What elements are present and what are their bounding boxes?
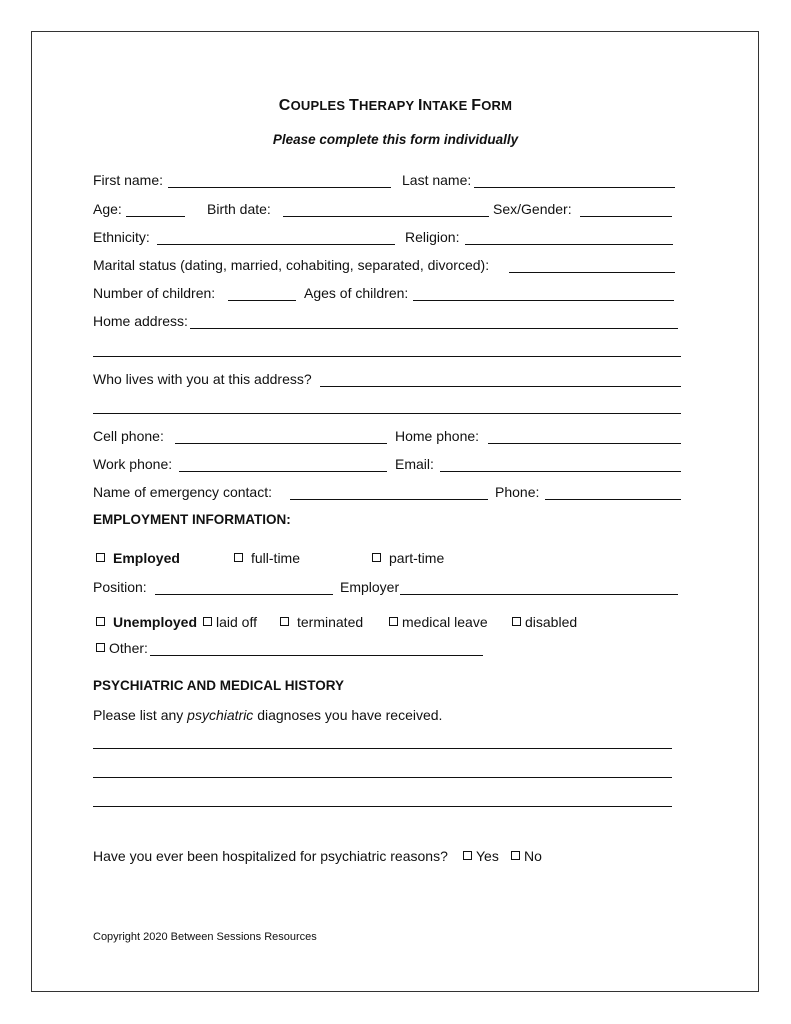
birth-date-field[interactable] <box>283 216 489 217</box>
diagnoses-line-1[interactable] <box>93 748 672 749</box>
part-time-option[interactable]: part-time <box>372 548 444 568</box>
age-field[interactable] <box>126 216 185 217</box>
row-marital <box>93 255 681 275</box>
other-field[interactable] <box>150 655 483 656</box>
sex-gender-field[interactable] <box>580 216 672 217</box>
who-lives-field[interactable] <box>320 386 681 387</box>
emergency-phone-field[interactable] <box>545 499 681 500</box>
diagnoses-prompt: Please list any psychiatric diagnoses you have received. <box>93 707 443 723</box>
position-field[interactable] <box>155 594 333 595</box>
first-name-field[interactable] <box>168 187 391 188</box>
row-age <box>93 199 681 219</box>
employer-label: Employer <box>340 579 400 595</box>
sex-gender-label: Sex/Gender: <box>493 201 572 217</box>
laid-off-option[interactable]: laid off <box>203 612 257 632</box>
form-subtitle: Please complete this form individually <box>272 132 519 147</box>
employed-option[interactable]: Employed <box>96 548 180 568</box>
row-who-lives <box>93 369 681 389</box>
checkbox-icon[interactable] <box>389 617 398 626</box>
row-phones <box>93 426 681 446</box>
home-phone-field[interactable] <box>488 443 681 444</box>
no-option[interactable]: No <box>511 846 542 866</box>
row-address <box>93 311 681 331</box>
email-field[interactable] <box>440 471 681 472</box>
checkbox-icon[interactable] <box>372 553 381 562</box>
terminated-option[interactable]: terminated <box>280 612 363 632</box>
checkbox-icon[interactable] <box>512 617 521 626</box>
ages-of-children-label: Ages of children: <box>304 285 409 301</box>
checkbox-icon[interactable] <box>234 553 243 562</box>
who-lives-line-2[interactable] <box>93 413 681 414</box>
checkbox-icon[interactable] <box>280 617 289 626</box>
home-address-label: Home address: <box>93 313 188 329</box>
row-ethnicity <box>93 227 681 247</box>
other-option[interactable]: Other: <box>96 638 148 658</box>
age-label: Age: <box>93 201 122 217</box>
work-phone-field[interactable] <box>179 471 387 472</box>
ages-of-children-field[interactable] <box>413 300 674 301</box>
row-hospitalized <box>93 846 681 866</box>
last-name-field[interactable] <box>474 187 675 188</box>
emergency-contact-label: Name of emergency contact: <box>93 484 272 500</box>
religion-label: Religion: <box>405 229 460 245</box>
employment-heading: EMPLOYMENT INFORMATION: <box>93 512 291 527</box>
row-children <box>93 283 681 303</box>
number-of-children-field[interactable] <box>228 300 296 301</box>
row-emergency <box>93 482 681 502</box>
form-title: COUPLES THERAPY INTAKE FORM <box>278 97 513 114</box>
phone-label: Phone: <box>495 484 540 500</box>
checkbox-icon[interactable] <box>463 851 472 860</box>
last-name-label: Last name: <box>402 172 472 188</box>
row-other <box>93 638 681 658</box>
home-address-field[interactable] <box>190 328 678 329</box>
checkbox-icon[interactable] <box>96 617 105 626</box>
full-time-option[interactable]: full-time <box>234 548 300 568</box>
checkbox-icon[interactable] <box>96 553 105 562</box>
home-address-line-2[interactable] <box>93 356 681 357</box>
hospitalized-question: Have you ever been hospitalized for psychiatric reasons? <box>93 848 448 864</box>
first-name-label: First name: <box>93 172 164 188</box>
marital-status-field[interactable] <box>509 272 675 273</box>
cell-phone-label: Cell phone: <box>93 428 164 444</box>
row-position <box>93 577 681 597</box>
disabled-option[interactable]: disabled <box>512 612 577 632</box>
position-label: Position: <box>93 579 147 595</box>
row-unemployed <box>93 612 681 632</box>
checkbox-icon[interactable] <box>96 643 105 652</box>
medical-leave-option[interactable]: medical leave <box>389 612 488 632</box>
birth-date-label: Birth date: <box>207 201 271 217</box>
work-phone-label: Work phone: <box>93 456 173 472</box>
diagnoses-line-2[interactable] <box>93 777 672 778</box>
who-lives-label: Who lives with you at this address? <box>93 371 312 387</box>
religion-field[interactable] <box>465 244 673 245</box>
ethnicity-field[interactable] <box>157 244 395 245</box>
marital-status-label: Marital status (dating, married, cohabiting, separated, divorced): <box>93 257 490 273</box>
ethnicity-label: Ethnicity: <box>93 229 150 245</box>
yes-option[interactable]: Yes <box>463 846 499 866</box>
email-label: Email: <box>395 456 434 472</box>
row-employed <box>93 548 681 568</box>
diagnoses-line-3[interactable] <box>93 806 672 807</box>
checkbox-icon[interactable] <box>203 617 212 626</box>
home-phone-label: Home phone: <box>395 428 480 444</box>
number-of-children-label: Number of children: <box>93 285 216 301</box>
row-work <box>93 454 681 474</box>
checkbox-icon[interactable] <box>511 851 520 860</box>
row-diagnoses-prompt <box>93 705 681 725</box>
row-names <box>93 170 681 190</box>
history-heading: PSYCHIATRIC AND MEDICAL HISTORY <box>93 678 345 693</box>
emergency-contact-field[interactable] <box>290 499 488 500</box>
copyright-notice: Copyright 2020 Between Sessions Resources <box>93 931 317 943</box>
cell-phone-field[interactable] <box>175 443 387 444</box>
unemployed-option[interactable]: Unemployed <box>96 612 197 632</box>
employer-field[interactable] <box>400 594 678 595</box>
